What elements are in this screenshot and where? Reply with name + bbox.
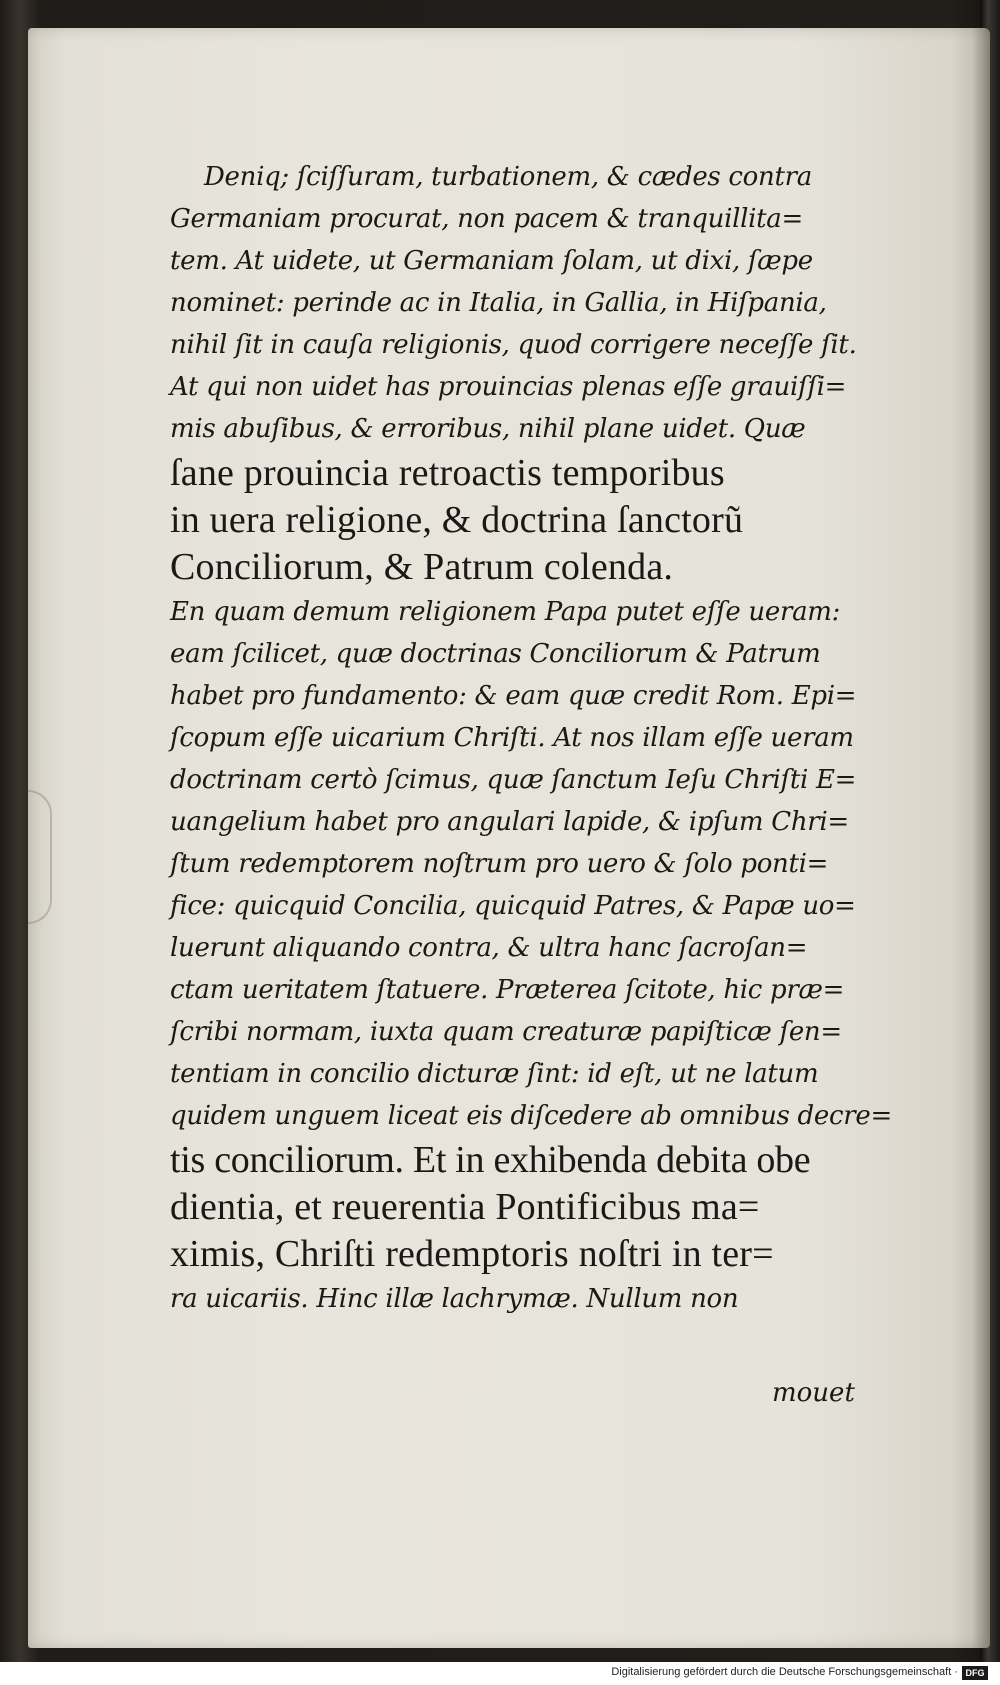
text-line-roman: dientia, et reuerentia Pontificibus ma=: [170, 1186, 760, 1228]
text-line-roman: in uera religione, & doctrina ſanctorũ: [170, 499, 744, 541]
text-line-roman: ſane prouincia retroactis temporibus: [170, 452, 725, 494]
text-line: mis abuſibus, & erroribus, nihil plane uidet. Quæ: [170, 414, 806, 444]
text-line: uangelium habet pro angulari lapide, & ipſum Chri=: [170, 807, 849, 837]
text-line: En quam demum religionem Papa putet eſſe ueram:: [170, 597, 841, 627]
text-line: Germaniam procurat, non pacem & tranquillita=: [170, 204, 803, 234]
text-line: nominet: perinde ac in Italia, in Gallia, in Hiſpania,: [170, 288, 827, 318]
catchword: mouet: [772, 1378, 855, 1408]
text-line: habet pro fundamento: & eam quæ credit Rom. Epi=: [170, 681, 857, 711]
text-line: tentiam in concilio dicturæ ſint: id eſt, ut ne latum: [170, 1059, 819, 1089]
text-line: At qui non uidet has prouincias plenas eſſe grauiſſi=: [170, 372, 847, 402]
page-text: [170, 156, 892, 1320]
text-line: fice: quicquid Concilia, quicquid Patres, & Papæ uo=: [170, 891, 856, 921]
page-tab-mark: [28, 790, 52, 924]
footer-credit: Digitalisierung gefördert durch die Deutsche Forschungsgemeinschaft ·: [611, 1666, 958, 1678]
text-line: Deniq; ſciſſuram, turbationem, & cædes contra: [204, 162, 812, 192]
text-line: luerunt aliquando contra, & ultra hanc ſacroſan=: [170, 933, 808, 963]
text-line: tem. At uidete, ut Germaniam ſolam, ut dixi, ſæpe: [170, 246, 813, 276]
text-line: ſcribi normam, iuxta quam creaturæ papiſticæ ſen=: [170, 1017, 842, 1047]
text-line: ra uicariis. Hinc illæ lachrymæ. Nullum non: [170, 1284, 739, 1314]
text-line-roman: Conciliorum, & Patrum colenda.: [170, 546, 674, 588]
text-line-mixed: tis conciliorum. Et in exhibenda debita obe: [170, 1139, 811, 1181]
text-line: quidem unguem liceat eis diſcedere ab omnibus decre=: [170, 1101, 892, 1131]
text-line: doctrinam certò ſcimus, quæ ſanctum Ieſu Chriſti E=: [170, 765, 857, 795]
text-line: nihil ſit in cauſa religionis, quod corrigere neceſſe ſit.: [170, 330, 857, 360]
text-line: ctam ueritatem ſtatuere. Præterea ſcitote, hic præ=: [170, 975, 845, 1005]
text-line-roman: ximis, Chriſti redemptoris noſtri in ter=: [170, 1233, 774, 1275]
text-line: ſcopum eſſe uicarium Chriſti. At nos illam eſſe ueram: [170, 723, 854, 753]
text-line: eam ſcilicet, quæ doctrinas Conciliorum & Patrum: [170, 639, 821, 669]
footer-bar: [0, 1662, 1000, 1685]
page-shadow: [972, 28, 990, 1648]
dfg-logo: DFG: [962, 1666, 988, 1680]
text-line: ſtum redemptorem noſtrum pro uero & ſolo ponti=: [170, 849, 829, 879]
